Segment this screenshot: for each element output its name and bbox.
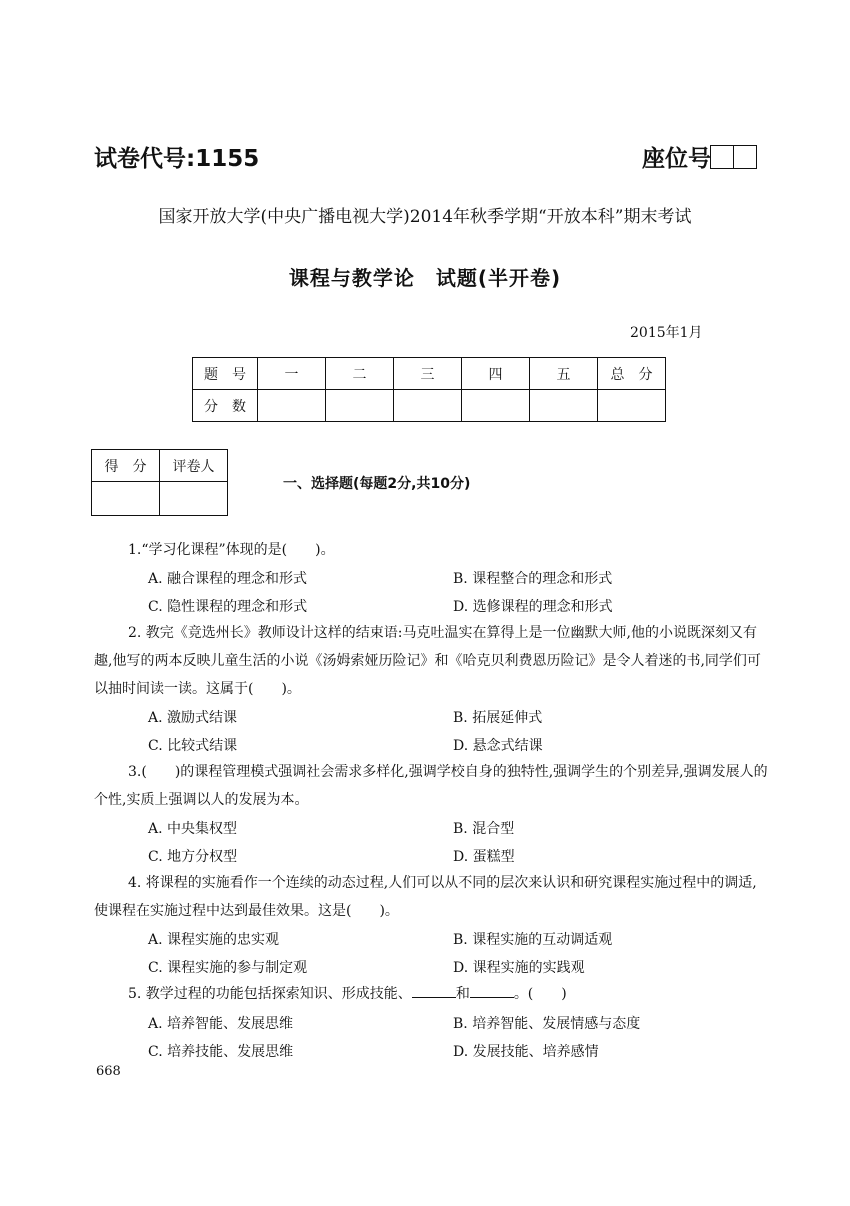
- paper-code: 试卷代号:1155: [94, 146, 260, 172]
- grader-table-header-row: [92, 450, 228, 482]
- page-number: 668: [96, 1064, 121, 1079]
- question-2-option-a: A. 激励式结课: [148, 710, 238, 726]
- question-5-stem-part-1: 5. 教学过程的功能包括探索知识、形成技能、: [128, 986, 412, 1002]
- score-column-header: 总 分: [598, 358, 666, 390]
- grader-table: [91, 449, 228, 516]
- question-2-option-c: C. 比较式结课: [148, 738, 238, 754]
- question-3-stem: 3.( )的课程管理模式强调社会需求多样化,强调学校自身的独特性,强调学生的个别差异,强调发展人的个性,实质上强调以人的发展为本。: [94, 764, 768, 808]
- question-2-option-b: B. 拓展延伸式: [453, 710, 543, 726]
- grader-header: 评卷人: [160, 450, 228, 482]
- seat-box: [733, 145, 757, 169]
- exam-date: 2015年1月: [630, 325, 703, 341]
- question-5-option-c: C. 培养技能、发展思维: [148, 1044, 294, 1060]
- question-4-option-d: D. 课程实施的实践观: [453, 960, 585, 976]
- score-row-header: 分 数: [193, 390, 258, 422]
- question-4-stem: 4. 将课程的实施看作一个连续的动态过程,人们可以从不同的层次来认识和研究课程实施过程中的调适,使课程在实施过程中达到最佳效果。这是( )。: [94, 875, 757, 919]
- question-1-option-d: D. 选修课程的理念和形式: [453, 599, 613, 615]
- question-3-option-d: D. 蛋糕型: [453, 849, 515, 865]
- score-cell: [462, 390, 530, 422]
- question-4-option-a: A. 课程实施的忠实观: [148, 932, 280, 948]
- grader-table-entry-row: [92, 482, 228, 516]
- section-title: 一、选择题(每题2分,共10分): [283, 476, 471, 492]
- score-column-header: 三: [394, 358, 462, 390]
- seat-box: [710, 145, 734, 169]
- question-3-option-c: C. 地方分权型: [148, 849, 238, 865]
- seat-number: [642, 140, 757, 173]
- score-cell: [258, 390, 326, 422]
- question-1-option-c: C. 隐性课程的理念和形式: [148, 599, 308, 615]
- question-5-stem-part-2: 和: [455, 986, 470, 1002]
- exam-header: 国家开放大学(中央广播电视大学)2014年秋季学期“开放本科”期末考试: [158, 207, 692, 227]
- score-row-header: 题 号: [193, 358, 258, 390]
- question-3-option-a: A. 中央集权型: [148, 821, 238, 837]
- grader-entry-cell: [160, 482, 228, 516]
- question-2-option-d: D. 悬念式结课: [453, 738, 543, 754]
- score-column-header: 四: [462, 358, 530, 390]
- answer-blank: [412, 985, 456, 998]
- score-column-header: 五: [530, 358, 598, 390]
- score-entry-cell: [92, 482, 160, 516]
- question-1-stem: 1.“学习化课程”体现的是( )。: [128, 542, 335, 558]
- question-3-option-b: B. 混合型: [453, 821, 515, 837]
- score-cell: [598, 390, 666, 422]
- score-column-header: 二: [326, 358, 394, 390]
- question-4-option-c: C. 课程实施的参与制定观: [148, 960, 308, 976]
- score-table-score-row: [193, 390, 666, 422]
- question-5-stem: [94, 980, 770, 1008]
- seat-label: 座位号: [642, 146, 711, 172]
- question-1-option-a: A. 融合课程的理念和形式: [148, 571, 308, 587]
- answer-blank: [470, 985, 514, 998]
- question-5-option-d: D. 发展技能、培养感情: [453, 1044, 599, 1060]
- score-column-header: 一: [258, 358, 326, 390]
- score-table: [192, 357, 666, 422]
- score-cell: [326, 390, 394, 422]
- question-1-option-b: B. 课程整合的理念和形式: [453, 571, 613, 587]
- question-5-stem-part-3: 。( ): [513, 986, 567, 1002]
- score-table-header-row: [193, 358, 666, 390]
- question-5-option-b: B. 培养智能、发展情感与态度: [453, 1016, 641, 1032]
- question-2-stem: 2. 教完《竞选州长》教师设计这样的结束语:马克吐温实在算得上是一位幽默大师,他的小说既深刻又有趣,他写的两本反映儿童生活的小说《汤姆索娅历险记》和《哈克贝利费恩历险记》是令人着迷的书,同学们可以抽时间读一读。这属于( )。: [94, 625, 761, 697]
- exam-title: 课程与教学论 试题(半开卷): [288, 266, 562, 290]
- score-cell: [394, 390, 462, 422]
- question-5-option-a: A. 培养智能、发展思维: [148, 1016, 294, 1032]
- question-4-option-b: B. 课程实施的互动调适观: [453, 932, 613, 948]
- score-cell: [530, 390, 598, 422]
- score-header: 得 分: [92, 450, 160, 482]
